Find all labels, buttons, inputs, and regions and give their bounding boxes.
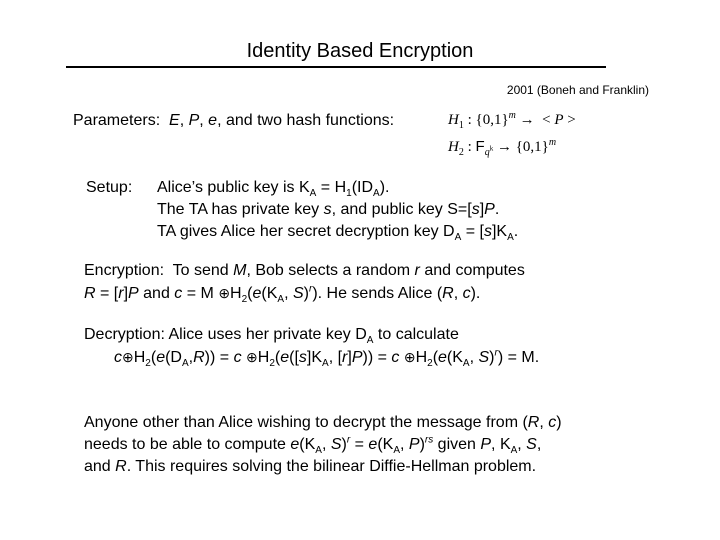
slide-title: Identity Based Encryption — [246, 40, 474, 62]
parameters-line: Parameters: E, P, e, and two hash functions: — [73, 112, 395, 129]
encryption-line-1: Encryption: To send M, Bob selects a random r and computes — [84, 262, 525, 279]
hash-function-1: $H_1$ : $\{0,1\}^m$ → < P > — [448, 110, 576, 131]
conclusion-block — [84, 412, 562, 478]
setup-line-3: TA gives Alice her secret decryption key $D_A = [s]K_A$. — [157, 223, 519, 244]
decryption-block — [84, 324, 539, 369]
setup-line-2: The TA has private key s, and public key S=[s]P. — [157, 201, 500, 218]
decryption-line-2: $c\oplus H_2(e(D_A,R)) = c$ $\oplus H_2(e([s]K_A$, [r]P)) = c $\oplus H_2(e(K_A$, S)$^r$) = M. — [114, 347, 540, 370]
conclusion-line-1: Anyone other than Alice wishing to decrypt the message from (R, c) — [84, 414, 562, 431]
conclusion-line-3: and R. This requires solving the bilinear Diffie-Hellman problem. — [84, 458, 537, 475]
title-underline — [66, 66, 606, 68]
setup-block — [157, 177, 518, 243]
conclusion-line-2: needs to be able to compute $e(K_A$, $S)^r = e(K_A$, P)$^{rs}$ given P, $K_A$, S, — [84, 434, 542, 457]
parameters-label: Parameters: — [73, 112, 161, 129]
citation: 2001 (Boneh and Franklin) — [506, 83, 649, 97]
encryption-line-2: R = [r]P and c = M $\oplus H_2(e(K_A$, S)$^r$). He sends Alice (R, c). — [84, 283, 481, 306]
setup-line-1: Alice’s public key is $K_A = H_1(ID_A)$. — [157, 179, 390, 200]
setup-label: Setup: — [86, 179, 133, 196]
hash-function-2: $H_2$ : $F_{q^k} \to \{0,1\}^m$ — [448, 137, 557, 158]
encryption-block — [84, 260, 525, 305]
decryption-line-1: Decryption: Alice uses her private key $D_A$ to calculate — [84, 326, 459, 347]
